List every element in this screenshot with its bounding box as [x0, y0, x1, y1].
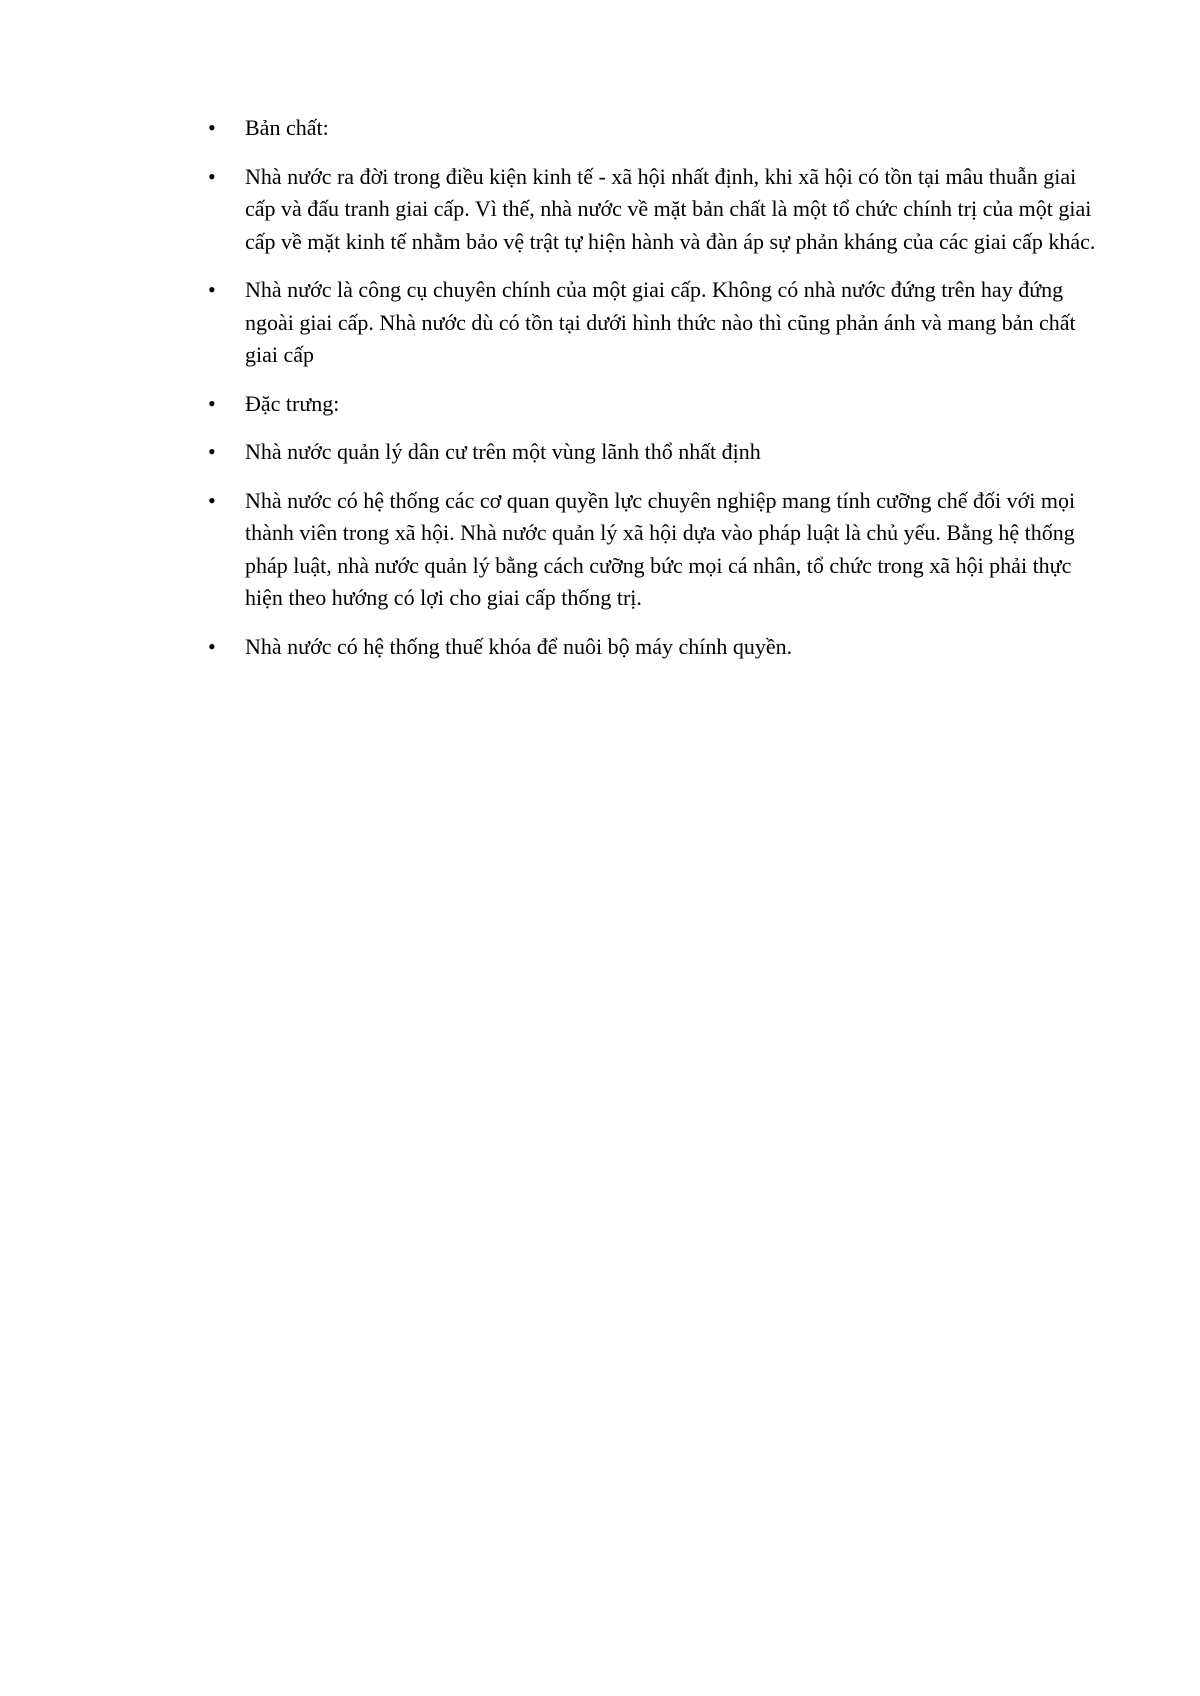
list-item-text: Nhà nước có hệ thống thuế khóa để nuôi bộ máy chính quyền. [245, 633, 793, 659]
bullet-icon: • [208, 277, 216, 302]
list-item [208, 436, 1108, 469]
list-item-text: Đặc trưng: [245, 390, 340, 416]
bullet-icon: • [208, 439, 216, 464]
bullet-icon: • [208, 115, 216, 140]
list-item-dac-trung [208, 388, 1108, 421]
list-item-text: Bản chất: [245, 115, 329, 140]
list-item-text: Nhà nước ra đời trong điều kiện kinh tế - xã hội nhất định, khi xã hội có tồn tại mâu thuẫn giai cấp và đấu tranh giai cấp. Vì thế, nhà nước về mặt bản chất là một tổ chức chính trị của một giai cấp về mặt kinh tế nhằm bảo vệ trật tự hiện hành và đàn áp sự phản kháng của các giai cấp khác. [245, 163, 1096, 254]
list-item-text: Nhà nước là công cụ chuyên chính của một giai cấp. Không có nhà nước đứng trên hay đứng ngoài giai cấp. Nhà nước dù có tồn tại dưới hình thức nào thì cũng phản ánh và mang bản chất giai cấp [245, 277, 1076, 367]
list-item [208, 161, 1108, 259]
bullet-icon: • [208, 163, 216, 189]
list-item-ban-chat [208, 112, 1108, 145]
list-item-text: Nhà nước quản lý dân cư trên một vùng lãnh thổ nhất định [245, 439, 761, 464]
bullet-icon: • [208, 390, 216, 416]
list-item [208, 274, 1108, 372]
bullet-icon: • [208, 487, 216, 513]
list-item [208, 485, 1108, 615]
list-item [208, 631, 1108, 664]
list-item-text: Nhà nước có hệ thống các cơ quan quyền lực chuyên nghiệp mang tính cưỡng chế đối với mọi thành viên trong xã hội. Nhà nước quản lý xã hội dựa vào pháp luật là chủ yếu. Bằng hệ thống pháp luật, nhà nước quản lý bằng cách cưỡng bức mọi cá nhân, tổ chức trong xã hội phải thực hiện theo hướng có lợi cho giai cấp thống trị. [245, 487, 1076, 610]
bullet-icon: • [208, 633, 216, 659]
bullet-list [208, 112, 1108, 679]
